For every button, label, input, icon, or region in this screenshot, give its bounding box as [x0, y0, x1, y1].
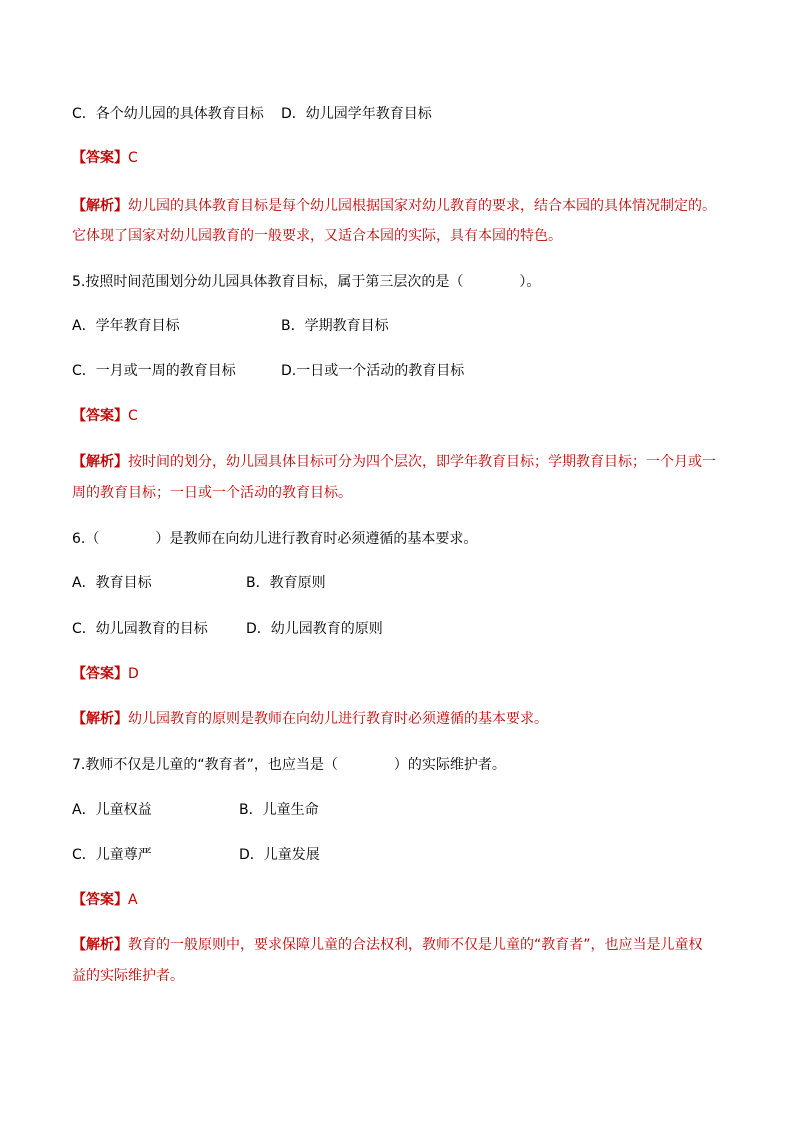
q6-option-b: B．教育原则 [246, 575, 326, 591]
q5-analysis-text-1: 按时间的划分，幼儿园具体目标可分为四个层次，即学年教育目标；学期教育目标；一个月或一 [128, 454, 716, 470]
q6-option-a: A．教育目标 [72, 575, 152, 591]
q6-option-d: D．幼儿园教育的原则 [246, 621, 383, 637]
q5-option-c: C．一月或一周的教育目标 [72, 363, 236, 379]
q4-option-c: C．各个幼儿园的具体教育目标 [72, 106, 264, 122]
q7-options-cd [72, 845, 320, 865]
answer-tag: 【答案】 [72, 150, 128, 166]
q7-stem: 7.教师不仅是儿童的“教育者”，也应当是（ ）的实际维护者。 [72, 757, 506, 773]
q5-answer-line [72, 406, 138, 426]
q5-analysis-line-1 [72, 452, 716, 472]
q6-analysis-text-1: 幼儿园教育的原则是教师在向幼儿进行教育时必须遵循的基本要求。 [128, 711, 548, 727]
q7-options-ab [72, 800, 319, 820]
q6-stem: 6.（ ）是教师在向幼儿进行教育时必须遵循的基本要求。 [72, 531, 478, 547]
q4-analysis-text-1: 幼儿园的具体教育目标是每个幼儿园根据国家对幼儿教育的要求，结合本园的具体情况制定的。 [128, 198, 716, 214]
q5-option-d: D.一日或一个活动的教育目标 [281, 363, 465, 379]
answer-tag: 【答案】 [72, 408, 128, 424]
q7-analysis-text-1: 教育的一般原则中，要求保障儿童的合法权利，教师不仅是儿童的“教育者”，也应当是儿童权 [128, 937, 703, 953]
q7-option-a: A．儿童权益 [72, 802, 152, 818]
q7-answer-line [72, 890, 138, 910]
analysis-tag: 【解析】 [72, 937, 128, 953]
q6-options-ab [72, 573, 326, 593]
analysis-tag: 【解析】 [72, 711, 128, 727]
q6-option-c: C．幼儿园教育的目标 [72, 621, 208, 637]
q5-option-b: B．学期教育目标 [281, 318, 389, 334]
q7-analysis-line-1 [72, 935, 703, 955]
answer-tag: 【答案】 [72, 892, 128, 908]
q6-options-cd [72, 619, 383, 639]
q4-analysis-line-2: 它体现了国家对幼儿园教育的一般要求，又适合本园的实际，具有本园的特色。 [72, 228, 562, 244]
q5-analysis-line-2: 周的教育目标；一日或一个活动的教育目标。 [72, 485, 352, 501]
q4-options-cd [72, 104, 432, 124]
q4-answer-line [72, 148, 138, 168]
answer-tag: 【答案】 [72, 666, 128, 682]
q5-answer: C [128, 408, 138, 424]
analysis-tag: 【解析】 [72, 198, 128, 214]
q4-answer: C [128, 150, 138, 166]
q4-option-d: D．幼儿园学年教育目标 [281, 106, 432, 122]
analysis-tag: 【解析】 [72, 454, 128, 470]
q5-stem: 5.按照时间范围划分幼儿园具体教育目标，属于第三层次的是（ ）。 [72, 274, 541, 290]
q5-options-ab [72, 316, 389, 336]
q7-option-b: B．儿童生命 [239, 802, 319, 818]
q6-analysis-line-1 [72, 709, 548, 729]
q7-option-c: C．儿童尊严 [72, 847, 152, 863]
q4-analysis-line-1 [72, 196, 716, 216]
q5-options-cd [72, 361, 465, 381]
q6-answer: D [128, 666, 139, 682]
q5-option-a: A．学年教育目标 [72, 318, 180, 334]
q7-answer: A [128, 892, 138, 908]
q6-answer-line [72, 664, 139, 684]
q7-analysis-line-2: 益的实际维护者。 [72, 968, 184, 984]
q7-option-d: D．儿童发展 [239, 847, 320, 863]
